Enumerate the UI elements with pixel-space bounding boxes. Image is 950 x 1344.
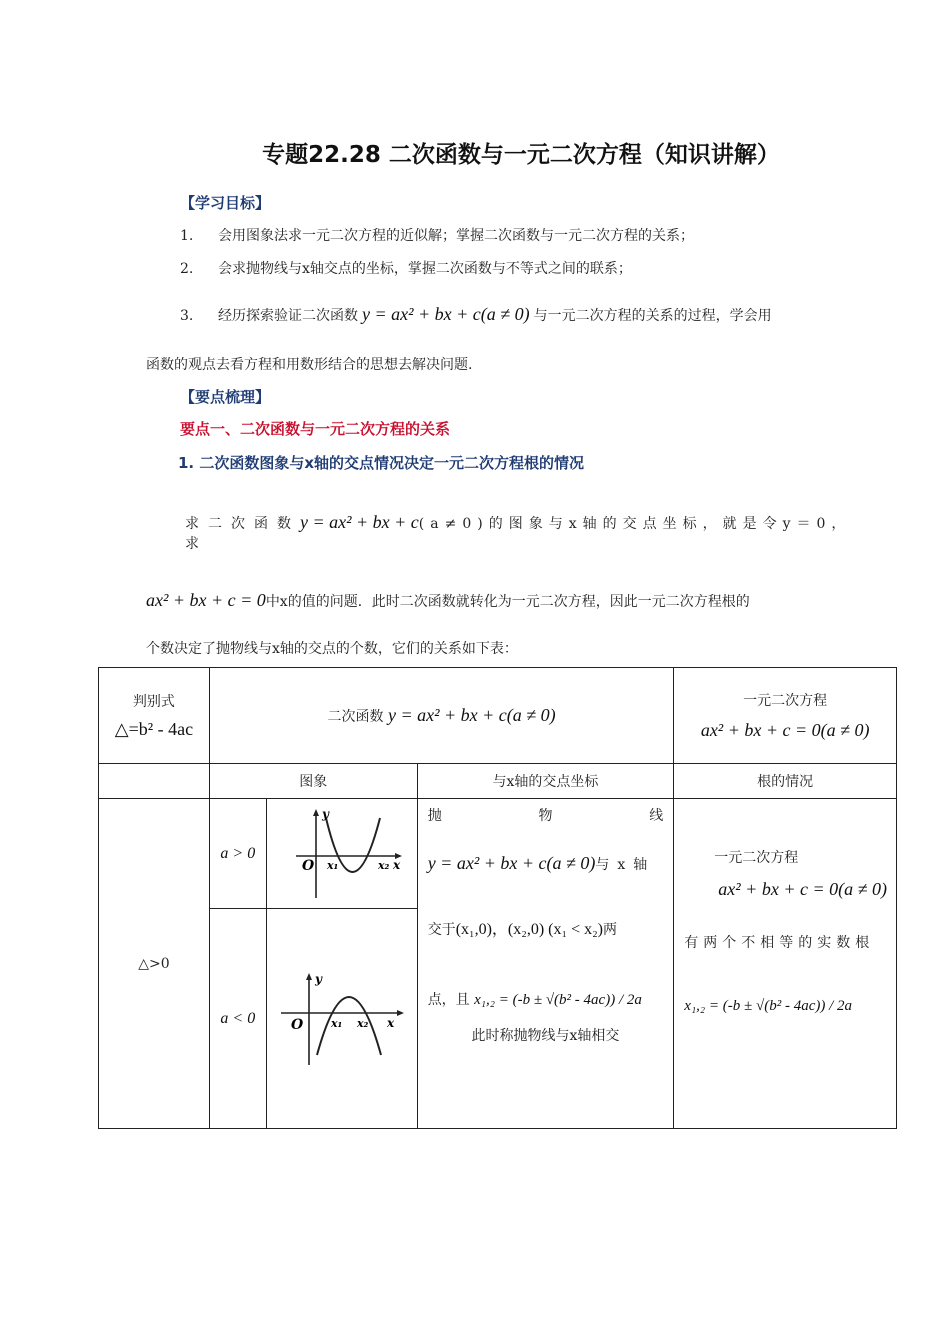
x2-label: x₂ <box>356 1016 369 1030</box>
x1-label: x₁ <box>326 858 339 872</box>
para-text: (a≠0)的图象与x轴的交点坐标，就是令y＝0，求 <box>185 516 852 552</box>
y-label: y <box>321 806 329 821</box>
y-label: y <box>314 971 322 986</box>
parabola-curve <box>317 997 381 1055</box>
objective-item-3-cont: 函数的观点去看方程和用数形结合的思想去解决问题. <box>146 357 473 373</box>
a-negative-cell <box>209 909 266 1129</box>
intersection-cell <box>417 799 674 1129</box>
table-subheader-row <box>99 764 897 799</box>
discriminant-label: 判别式 <box>132 694 175 710</box>
objective-item-3 <box>180 304 772 325</box>
objective-num: 2. <box>180 261 194 277</box>
intersection-line-4 <box>418 939 674 1009</box>
y-axis-arrow <box>313 809 319 816</box>
empty-cell <box>99 764 210 799</box>
a-positive-label: a > 0 <box>220 844 256 862</box>
objective-item-2 <box>180 258 632 278</box>
equation-header <box>674 668 897 764</box>
paragraph-line-1 <box>185 512 865 553</box>
function-formula: y = ax² + bx + c(a ≠ 0) <box>362 304 530 324</box>
a-negative-label: a < 0 <box>220 1009 256 1027</box>
para-text: 求二次函数 <box>185 516 300 532</box>
graph-downward-cell <box>266 909 417 1129</box>
intersection-line-2 <box>418 825 674 874</box>
equation-formula: ax² + bx + c = 0 <box>146 590 266 610</box>
intersection-text: 交于 <box>427 922 456 938</box>
roots-cell <box>674 799 897 1129</box>
paragraph-line-3: 个数决定了抛物线与x轴的交点的个数，它们的关系如下表： <box>146 641 518 657</box>
discriminant-formula: △=b² - 4ac <box>114 719 194 739</box>
intersection-text: 两 <box>603 922 617 938</box>
intersection-text: 与x轴 <box>595 857 656 873</box>
downward-parabola-graph <box>277 969 407 1069</box>
objective-item-1 <box>180 225 694 245</box>
origin-label: O <box>290 1016 303 1033</box>
objective-text: 经历探索验证二次函数 <box>218 308 358 324</box>
intersection-text: 点，且 <box>427 992 470 1008</box>
function-label: 二次函数 <box>327 709 384 725</box>
x1-label: x₁ <box>330 1016 343 1030</box>
objective-num: 1. <box>180 228 194 244</box>
table-row-a-positive <box>99 799 897 909</box>
condition-cell <box>99 799 210 1129</box>
function-formula: y = ax² + bx + c <box>300 512 419 532</box>
root-formula: x₁,₂ = (-b ± √(b² - 4ac)) / 2a <box>684 998 853 1014</box>
condition-label: △>0 <box>138 955 170 972</box>
intersection-text-1: 抛物线 <box>427 808 664 824</box>
x-axis-arrow <box>397 1010 404 1016</box>
objectives-heading: 【学习目标】 <box>180 194 271 212</box>
para-text: 中x的值的问题．此时二次函数就转化为一元二次方程，因此一元二次方程根的 <box>265 594 750 610</box>
equation-label: 一元二次方程 <box>743 693 828 709</box>
function-formula: y = ax² + bx + c(a ≠ 0) <box>427 853 596 873</box>
function-formula: y = ax² + bx + c(a ≠ 0) <box>387 705 556 725</box>
objective-num: 3. <box>180 308 194 324</box>
roots-text-1: 一元二次方程 <box>714 850 799 866</box>
equation-formula: ax² + bx + c = 0(a ≠ 0) <box>718 879 887 899</box>
graph-column-header: 图象 <box>209 764 417 799</box>
upward-parabola-graph <box>282 806 402 902</box>
function-header <box>209 668 673 764</box>
relationship-table <box>98 667 897 1129</box>
paragraph-line-2 <box>146 590 866 611</box>
y-axis-arrow <box>306 973 312 980</box>
x-label: x <box>392 857 400 872</box>
objective-text: 会求抛物线与x轴交点的坐标，掌握二次函数与不等式之间的联系； <box>218 261 632 277</box>
key-points-heading: 【要点梳理】 <box>180 388 271 406</box>
table-header-row <box>99 668 897 764</box>
point-one-heading: 要点一、二次函数与一元二次方程的关系 <box>180 420 451 438</box>
objective-text: 会用图象法求一元二次方程的近似解；掌握二次函数与一元二次方程的关系； <box>218 228 694 244</box>
origin-label: O <box>301 857 314 874</box>
intersection-line-3 <box>418 874 674 939</box>
graph-upward-cell <box>266 799 417 909</box>
page-title: 专题22.28 二次函数与一元二次方程（知识讲解） <box>262 142 780 168</box>
objective-text: 与一元二次方程的关系的过程，学会用 <box>533 308 772 324</box>
roots-column-header: 根的情况 <box>674 764 897 799</box>
root-formula: x₁,₂ = (-b ± √(b² - 4ac)) / 2a <box>474 992 642 1008</box>
discriminant-header <box>99 668 210 764</box>
sub-heading-1: 1. 二次函数图象与x轴的交点情况决定一元二次方程根的情况 <box>178 454 585 472</box>
intersection-text-6: 此时称抛物线与x轴相交 <box>471 1028 620 1044</box>
equation-formula: ax² + bx + c = 0(a ≠ 0) <box>700 720 870 740</box>
intersection-points: (x₁,0)，(x₂,0) (x₁ < x₂) <box>455 921 603 938</box>
roots-text-2: 有两个不相等的实数根 <box>684 935 875 951</box>
a-positive-cell <box>209 799 266 909</box>
intersection-column-header: 与x轴的交点坐标 <box>417 764 674 799</box>
x-label: x <box>386 1015 394 1030</box>
x2-label: x₂ <box>377 858 390 872</box>
